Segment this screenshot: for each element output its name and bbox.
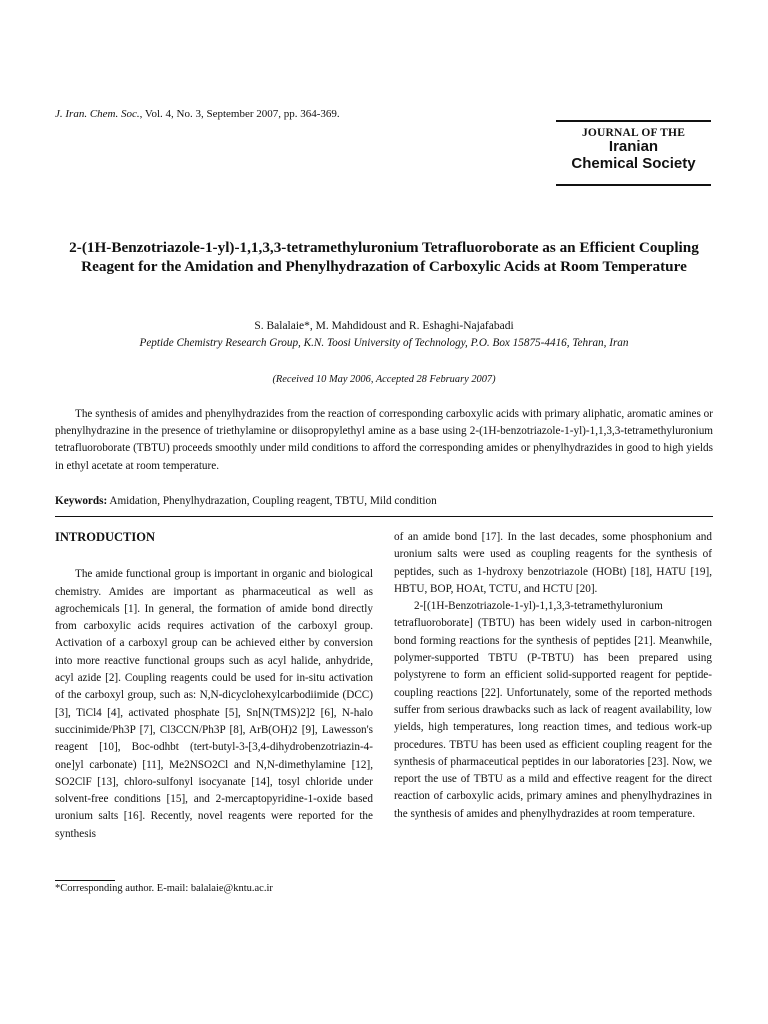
journal-citation bbox=[55, 108, 340, 120]
left-column bbox=[55, 529, 373, 843]
introduction-heading: INTRODUCTION bbox=[55, 530, 156, 544]
keywords bbox=[55, 495, 713, 507]
keywords-text: Amidation, Phenylhydrazation, Coupling reagent, TBTU, Mild condition bbox=[107, 495, 437, 507]
journal-logo bbox=[556, 120, 711, 186]
right-column bbox=[394, 529, 712, 823]
journal-logo-line1: JOURNAL OF THE bbox=[581, 127, 686, 139]
journal-logo-line2: Iranian bbox=[608, 138, 659, 155]
keywords-label: Keywords: bbox=[55, 495, 108, 507]
introduction-paragraph-1: The amide functional group is important in organic and biological chemistry. Amides are important as pharmaceutical as well as agrochemicals [1]. In general, the formation of amide bond directly from carboxylic acids requires activation of the carboxyl group. Activation of a carboxyl group can be achieved either by conversion into more reactive functional groups such as acyl halide, anhydride, acyl azide [2]. Coupling reagents could be used for in-situ activation of the carboxyl group, such as: N,N-dicyclohexylcarbodiimide (DCC) [3], TiCl4 [4], activated phosphate [5], Sn[N(TMS)2]2 [6], N-halo succinimide/Ph3P [7], Cl3CCN/Ph3P [8], ArB(OH)2 [9], Lawesson's reagent [10], Boc-odhbt (tert-butyl-3-[3,4-dihydrobenzotriazin-4-one]yl carbonate) [11], Me2NSO2Cl and N,N-dimethylamine [12], SO2ClF [13], chloro-sulfonyl isocyanate [14], tosyl chloride under solvent-free conditions [15], and 2-mercaptopyridine-1-oxide based uronium salts [16]. Recently, novel reagents were reported for the synthesis bbox=[55, 568, 373, 840]
footnote-divider bbox=[55, 880, 115, 881]
received-dates: (Received 10 May 2006, Accepted 28 February 2007) bbox=[272, 374, 496, 385]
corresponding-author-footnote: *Corresponding author. E-mail: balalaie@kntu.ac.ir bbox=[55, 883, 273, 894]
journal-abbrev: J. Iran. Chem. Soc. bbox=[55, 108, 140, 120]
abstract: The synthesis of amides and phenylhydrazides from the reaction of corresponding carboxylic acids with primary aliphatic, aromatic amines or phenylhydrazine in the presence of triethylamine or diisopropylethyl amine as a base using 2-(1H-benzotriazole-1-yl)-1,1,3,3-tetramethyluronium tetrafluoroborate (TBTU) proceeds smoothly under mild conditions to afford the corresponding amides or phenylhydrazides in good to high yields in ethyl acetate at room temperature. bbox=[55, 408, 713, 472]
introduction-continuation: of an amide bond [17]. In the last decades, some phosphonium and uronium salts were used as coupling reagents for the synthesis of peptides, such as 1-hydroxy benzotriazole (HOBt) [18], HATU [19], HBTU, BOP, HOAt, TCTU, and HCTU [20]. bbox=[394, 531, 712, 595]
journal-logo-line3: Chemical Society bbox=[571, 155, 696, 172]
section-divider bbox=[55, 516, 713, 517]
author-list: S. Balalaie*, M. Mahdidoust and R. Eshaghi-Najafabadi bbox=[254, 320, 514, 332]
paper-title: 2-(1H-Benzotriazole-1-yl)-1,1,3,3-tetramethyluronium Tetrafluoroborate as an Efficient Coupling Reagent for the Amidation and Phenylhydrazation of Carboxylic Acids at Room Temperature bbox=[69, 239, 699, 275]
author-affiliation: Peptide Chemistry Research Group, K.N. Toosi University of Technology, P.O. Box 15875-4416, Tehran, Iran bbox=[139, 337, 629, 349]
introduction-paragraph-2: 2-[(1H-Benzotriazole-1-yl)-1,1,3,3-tetramethyluronium tetrafluoroborate] (TBTU) has been widely used in carbon-nitrogen bond forming reactions for the synthesis of peptides [21]. Meanwhile, polymer-supported TBTU (P-TBTU) has been prepared using polystyrene to form an efficient solid-supported reagent for peptide-coupling reactions [22]. Unfortunately, some of the reported methods suffer from serious drawbacks such as lack of reagent availability, low yields, high temperatures, long reaction times, and tedious work-up procedures. TBTU has been used as efficient coupling reagent for the synthesis of pharmaceutical peptides in our laboratories [23]. Now, we report the use of TBTU as a mild and effective reagent for the direct reaction of carboxylic acids, primary amines and phenylhydrazines in the synthesis of amides and phenylhydrazides at room temperature. bbox=[394, 600, 712, 820]
citation-details: , Vol. 4, No. 3, September 2007, pp. 364-369. bbox=[139, 108, 340, 120]
